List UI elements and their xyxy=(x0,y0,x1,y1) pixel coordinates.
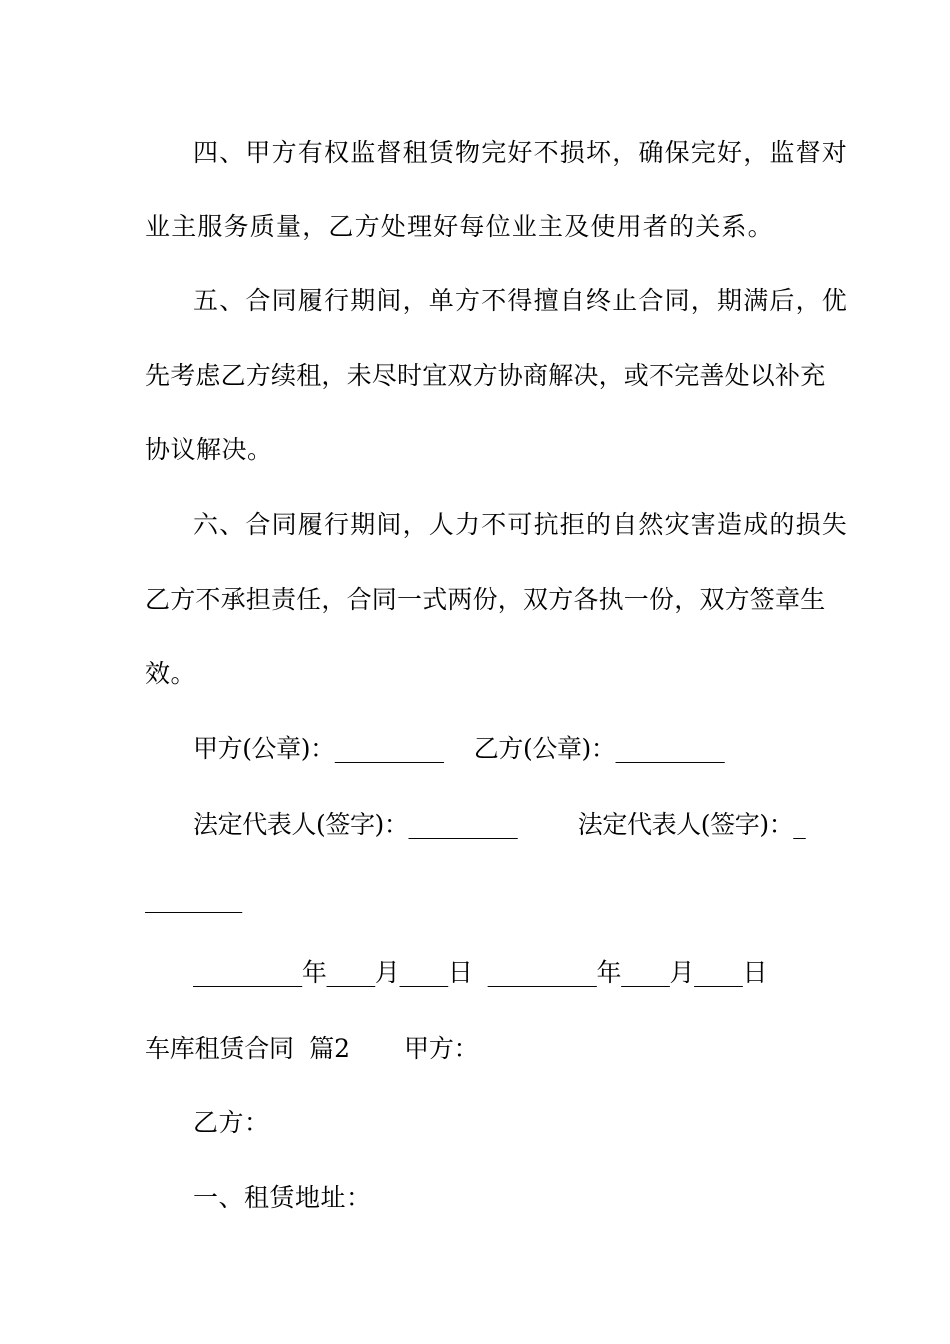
section-1-rental-address: 一、租赁地址： xyxy=(193,1183,372,1212)
paragraph-4-line-1: 四、甲方有权监督租赁物完好不损坏，确保完好，监督对 xyxy=(193,138,849,167)
paragraph-5-line-3: 协议解决。 xyxy=(145,435,273,464)
paragraph-4-line-2: 业主服务质量，乙方处理好每位业主及使用者的关系。 xyxy=(145,212,774,241)
paragraph-5-line-1: 五、合同履行期间，单方不得擅自终止合同，期满后，优 xyxy=(193,286,849,315)
contract-2-heading: 车库租赁合同 篇2 甲方： xyxy=(145,1034,479,1063)
party-seal-line: 甲方(公章)：_________ 乙方(公章)：_________ xyxy=(193,734,725,763)
paragraph-6-line-2: 乙方不承担责任，合同一式两份，双方各执一份，双方签章生 xyxy=(145,585,826,614)
party-b-label: 乙方： xyxy=(193,1108,270,1137)
representative-signature-line: 法定代表人(签字)：_________ 法定代表人(签字)：_ xyxy=(193,810,806,839)
paragraph-5-line-2: 先考虑乙方续租，未尽时宜双方协商解决，或不完善处以补充 xyxy=(145,361,826,390)
paragraph-6-line-3: 效。 xyxy=(145,659,197,688)
date-line: _________年____月____日 _________年____月____日 xyxy=(193,958,768,987)
signature-continuation: ________ xyxy=(145,884,242,913)
paragraph-6-line-1: 六、合同履行期间，人力不可抗拒的自然灾害造成的损失 xyxy=(193,510,849,539)
